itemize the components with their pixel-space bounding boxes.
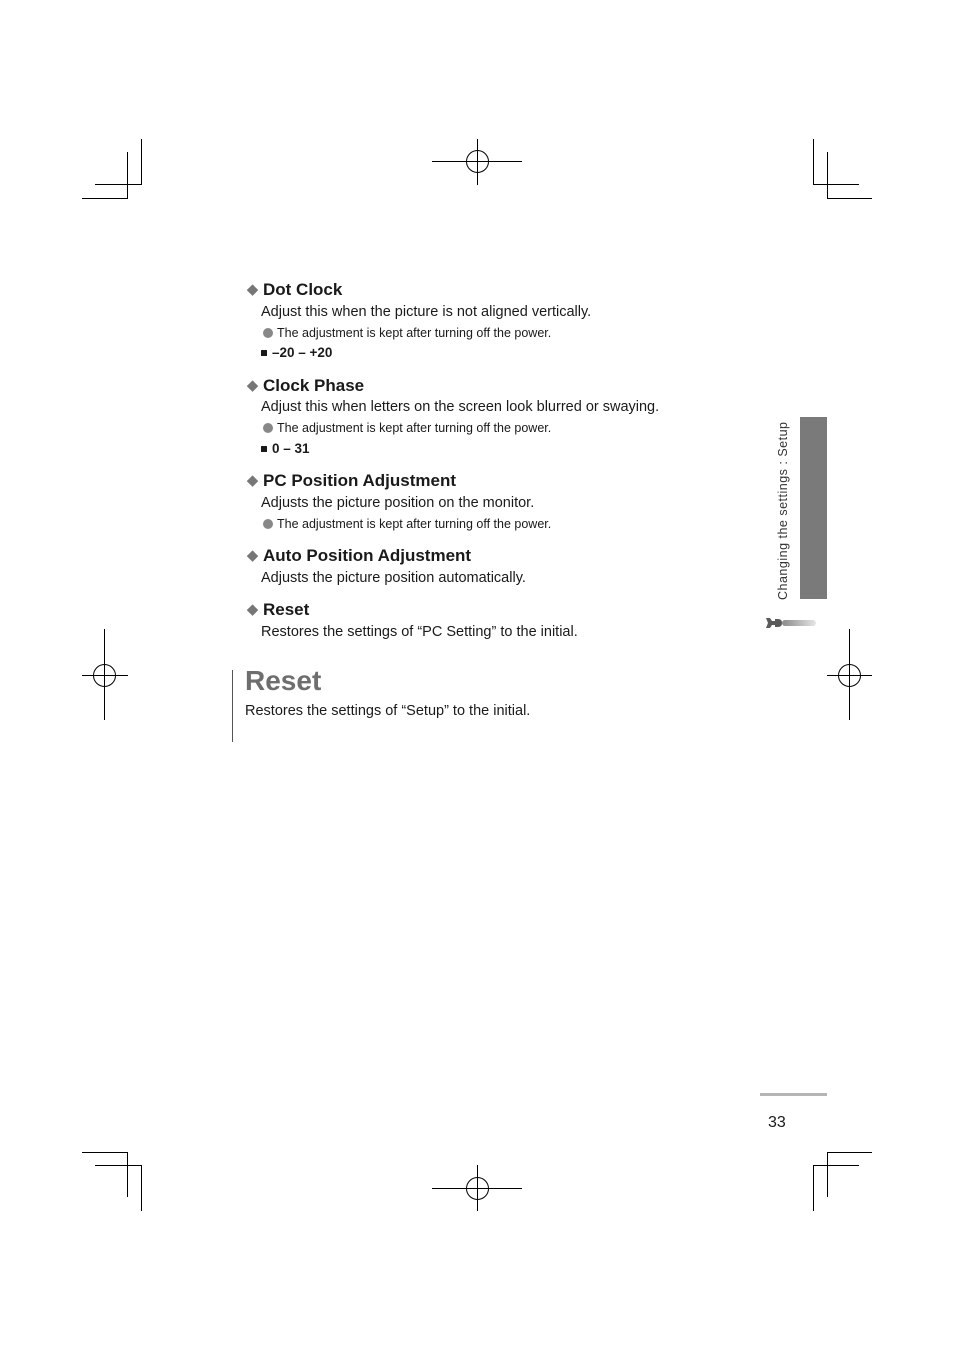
section-note bbox=[263, 516, 551, 532]
diamond-bullet-icon: ◆ bbox=[246, 377, 259, 394]
note-text: The adjustment is kept after turning off the power. bbox=[277, 326, 552, 340]
section-heading: Auto Position Adjustment bbox=[263, 546, 472, 565]
section-heading: Reset bbox=[263, 600, 310, 619]
value-range bbox=[261, 345, 332, 361]
section-heading: Clock Phase bbox=[263, 376, 365, 395]
section-description: Adjusts the picture position on the monitor. bbox=[261, 495, 535, 511]
section-description: Adjusts the picture position automatically. bbox=[261, 570, 526, 586]
circle-bullet-icon bbox=[263, 519, 273, 529]
section-description: Restores the settings of “PC Setting” to the initial. bbox=[261, 624, 578, 640]
diamond-bullet-icon: ◆ bbox=[246, 601, 259, 618]
section-dot-clock bbox=[245, 280, 342, 300]
main-section-rule bbox=[232, 670, 233, 742]
note-text: The adjustment is kept after turning off the power. bbox=[277, 517, 552, 531]
section-heading: PC Position Adjustment bbox=[263, 471, 456, 490]
square-bullet-icon bbox=[261, 446, 267, 452]
diamond-bullet-icon: ◆ bbox=[246, 472, 259, 489]
main-description: Restores the settings of “Setup” to the initial. bbox=[245, 703, 531, 719]
section-description: Adjust this when letters on the screen look blurred or swaying. bbox=[261, 399, 660, 415]
range-text: –20 – +20 bbox=[272, 345, 333, 360]
section-note bbox=[263, 325, 551, 341]
square-bullet-icon bbox=[261, 350, 267, 356]
wrench-icon bbox=[764, 614, 820, 632]
side-tab bbox=[800, 417, 827, 599]
circle-bullet-icon bbox=[263, 423, 273, 433]
diamond-bullet-icon: ◆ bbox=[246, 281, 259, 298]
side-label: Changing the settings : Setup bbox=[776, 421, 790, 600]
section-heading: Dot Clock bbox=[263, 280, 343, 299]
section-clock-phase bbox=[245, 376, 364, 396]
section-auto-position-adjustment bbox=[245, 546, 471, 566]
circle-bullet-icon bbox=[263, 328, 273, 338]
diamond-bullet-icon: ◆ bbox=[246, 547, 259, 564]
main-title: Reset bbox=[245, 665, 322, 696]
note-text: The adjustment is kept after turning off the power. bbox=[277, 421, 552, 435]
value-range bbox=[261, 441, 310, 457]
section-reset bbox=[245, 600, 309, 620]
section-note bbox=[263, 420, 551, 436]
range-text: 0 – 31 bbox=[272, 441, 310, 456]
section-pc-position-adjustment bbox=[245, 471, 456, 491]
section-description: Adjust this when the picture is not aligned vertically. bbox=[261, 304, 592, 320]
page-number-rule bbox=[760, 1093, 827, 1096]
page-number: 33 bbox=[768, 1114, 786, 1131]
